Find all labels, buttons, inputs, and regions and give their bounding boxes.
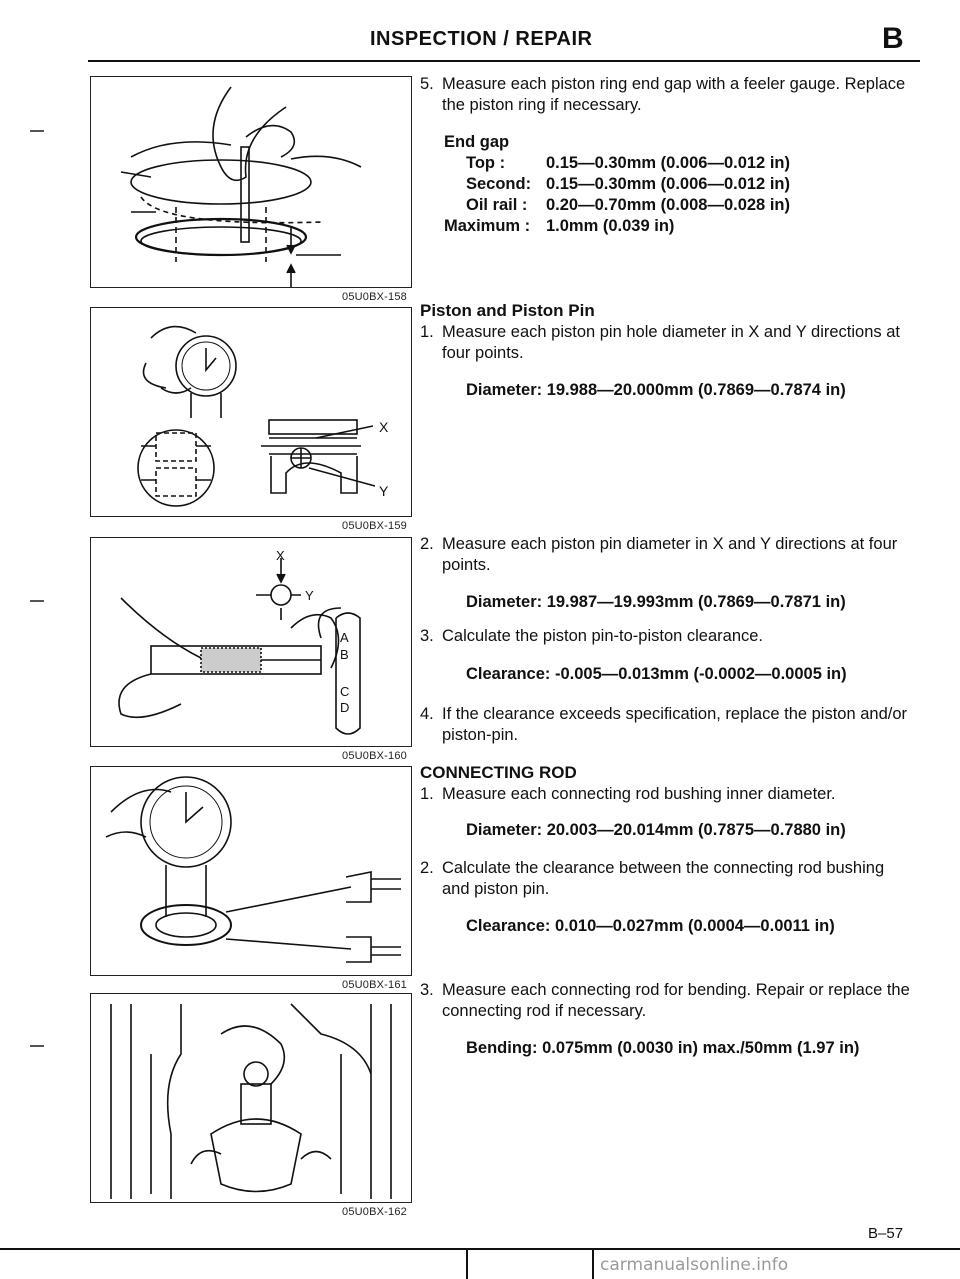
rod-step-3: 3. Measure each connecting rod for bending. Repair or replace the connecting rod if necessary. — [420, 981, 910, 1020]
footer-tick — [466, 1249, 468, 1279]
axis-label-y: Y — [379, 483, 389, 499]
spec-value: Clearance: 0.010—0.027mm (0.0004—0.0011 in) — [466, 917, 835, 935]
figure-rod-bushing — [90, 766, 412, 976]
piston-step-4: 4. If the clearance exceeds specification, replace the piston and/or piston-pin. — [420, 705, 908, 744]
figure-code: 05U0BX-162 — [342, 1206, 407, 1218]
end-gap-row: Oil rail : 0.20—0.70mm (0.008—0.028 in) — [466, 196, 790, 214]
pin-hole-illustration — [91, 308, 411, 516]
end-gap-row: Top : 0.15—0.30mm (0.006—0.012 in) — [466, 154, 790, 172]
end-gap-row: Maximum : 1.0mm (0.039 in) — [444, 217, 675, 235]
footer-tick — [592, 1249, 594, 1279]
footer-rule — [0, 1248, 960, 1250]
section-heading: CONNECTING ROD — [420, 763, 577, 782]
point-label-c: C — [340, 684, 350, 699]
rod-bending-illustration — [91, 994, 411, 1202]
micrometer-illustration — [91, 538, 411, 746]
rod-bushing-illustration — [91, 767, 411, 975]
ring-step — [420, 74, 915, 116]
point-label-a: A — [340, 630, 349, 645]
spec-value: Diameter: 19.987—19.993mm (0.7869—0.7871 in) — [466, 593, 846, 611]
axis-label-x: X — [276, 548, 285, 563]
margin-mark — [30, 1045, 44, 1047]
watermark: carmanualsonline.info — [600, 1255, 789, 1275]
margin-mark — [30, 130, 44, 132]
piston-step-3: 3. Calculate the piston pin-to-piston clearance. — [420, 627, 764, 645]
figure-code: 05U0BX-159 — [342, 520, 407, 532]
ring-gap-illustration — [91, 77, 411, 287]
spec-value: Diameter: 20.003—20.014mm (0.7875—0.7880 in) — [466, 821, 846, 839]
axis-label-y: Y — [305, 588, 314, 603]
section-heading: Piston and Piston Pin — [420, 301, 595, 320]
page-title: INSPECTION / REPAIR — [370, 28, 593, 50]
figure-ring-gap — [90, 76, 412, 288]
figure-code: 05U0BX-161 — [342, 979, 407, 991]
rod-step-2: 2. Calculate the clearance between the connecting rod bushing and piston pin. — [420, 859, 885, 898]
figure-code: 05U0BX-158 — [342, 291, 407, 303]
end-gap-row: Second: 0.15—0.30mm (0.006—0.012 in) — [466, 175, 790, 193]
figure-pin-hole — [90, 307, 412, 517]
margin-mark — [30, 600, 44, 602]
step-number: 5. — [420, 75, 434, 93]
piston-step-2: 2. Measure each piston pin diameter in X and Y directions at four points. — [420, 535, 898, 574]
figure-rod-bending — [90, 993, 412, 1203]
page-number: B–57 — [868, 1225, 904, 1242]
end-gap-spec — [444, 132, 790, 237]
end-gap-title: End gap — [444, 133, 510, 151]
point-label-d: D — [340, 700, 350, 715]
spec-value: Bending: 0.075mm (0.0030 in) max./50mm (1.97 in) — [466, 1039, 860, 1057]
step-text: Measure each piston ring end gap with a feeler gauge. Replace the piston ring if necessary. — [442, 75, 906, 114]
axis-label-x: X — [379, 419, 389, 435]
point-label-b: B — [340, 647, 349, 662]
figure-pin-micrometer — [90, 537, 412, 747]
header-rule — [88, 60, 920, 62]
piston-step-1: 1. Measure each piston pin hole diameter in X and Y directions at four points. — [420, 323, 901, 362]
figure-code: 05U0BX-160 — [342, 750, 407, 762]
rod-step-1: 1. Measure each connecting rod bushing inner diameter. — [420, 785, 836, 803]
section-letter: B — [882, 22, 904, 55]
spec-value: Clearance: -0.005—0.013mm (-0.0002—0.0005 in) — [466, 665, 847, 683]
spec-value: Diameter: 19.988—20.000mm (0.7869—0.7874 in) — [466, 381, 846, 399]
